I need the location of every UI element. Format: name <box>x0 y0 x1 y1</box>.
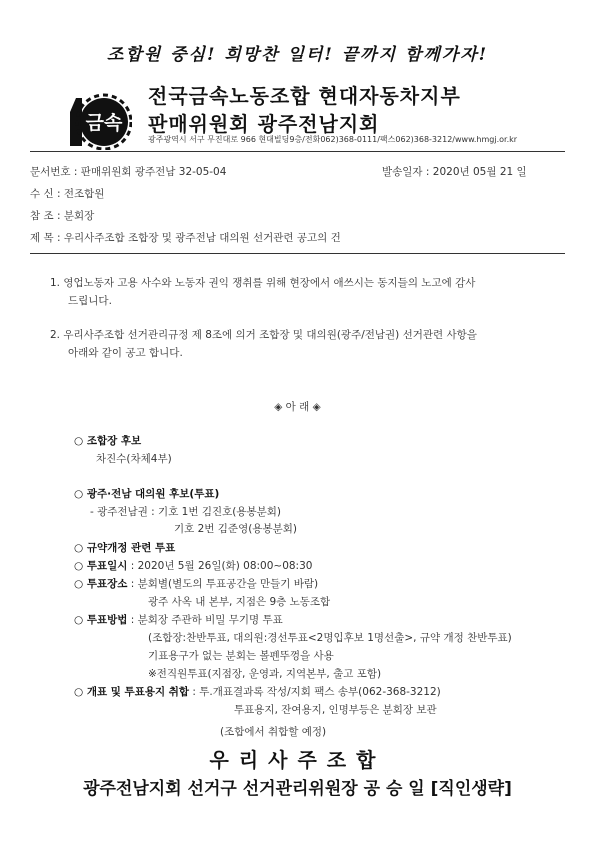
union-head-candidate-name: 차진수(차체4부) <box>96 453 172 465</box>
ballot-count-note: (조합에서 취합할 예정) <box>220 726 327 738</box>
section-union-head-candidate: ○ 조합장 후보 <box>74 435 142 447</box>
ballot-count: ○ 개표 및 투표용지 취합 : 투.개표결과록 작성/지회 팩스 송부(062-368-3212) <box>74 686 441 698</box>
section-bylaw-vote: ○ 규약개정 관련 투표 <box>74 542 176 554</box>
vote-date: ○ 투표일시 : 2020년 5월 26일(화) 08:00~08:30 <box>74 560 313 572</box>
subject: 제 목 : 우리사주조합 조합장 및 광주전남 대의원 선거관련 공고의 건 <box>30 232 341 244</box>
vote-place-detail: 광주 사옥 내 본부, 지점은 9층 노동조합 <box>148 596 331 608</box>
ballot-count-detail: 투표용지, 잔여용지, 인명부등은 분회장 보관 <box>234 704 437 716</box>
meta-divider <box>30 253 565 254</box>
below-heading: ◈ 아 래 ◈ <box>274 401 321 413</box>
delegate-candidate-2: 기호 2번 김준영(용봉분회) <box>174 523 297 535</box>
slogan: 조합원 중심! 희망찬 일터! 끝까지 함께가자! <box>106 45 489 65</box>
footer-signature: 광주전남지회 선거구 선거관리위원장 공 승 일 [직인생략] <box>83 779 512 799</box>
section-delegate-candidates: ○ 광주·전남 대의원 후보(투표) <box>74 488 220 500</box>
org-name-line2: 판매위원회 광주전남지회 <box>148 112 380 136</box>
vote-method-detail-1: (조합장:찬반투표, 대의원:경선투표<2명입후보 1명선출>, 규약 개정 찬반투표) <box>148 632 512 644</box>
paragraph-1-line-1: 1. 영업노동자 고용 사수와 노동자 권익 쟁취를 위해 현장에서 애쓰시는 동지들의 노고에 감사 <box>50 277 476 289</box>
org-address: 광주광역시 서구 무진대로 966 현대빌딩9층/전화062)368-0111/팩스062)368-3212/www.hmgj.or.kr <box>148 135 518 144</box>
delegate-candidate-1: - 광주전남권 : 기호 1번 김진호(용봉분회) <box>90 506 282 518</box>
paragraph-2-line-1: 2. 우리사주조합 선거관리규정 제 8조에 의거 조합장 및 대의원(광주/전남권) 선거관련 사항을 <box>50 329 477 341</box>
vote-method: ○ 투표방법 : 분회장 주관하 비밀 무기명 투표 <box>74 614 283 626</box>
footer-organization: 우리사주조합 <box>209 748 386 772</box>
header-divider <box>30 151 565 152</box>
vote-place: ○ 투표장소 : 분회별(별도의 투표공간을 만들기 바람) <box>74 578 319 590</box>
paragraph-1-line-2: 드립니다. <box>68 295 112 307</box>
vote-method-detail-3: ※전직원투표(지점장, 운영과, 지역본부, 출고 포함) <box>148 668 382 680</box>
vote-method-detail-2: 기표용구가 없는 분회는 볼펜뚜껑을 사용 <box>148 650 334 662</box>
reference: 참 조 : 분회장 <box>30 210 95 222</box>
logo-text: 금속 <box>85 112 123 134</box>
doc-number: 문서번호 : 판매위원회 광주전남 32-05-04 <box>30 166 227 178</box>
org-name-line1: 전국금속노동조합 현대자동차지부 <box>148 84 461 108</box>
send-date: 발송일자 : 2020년 05월 21 일 <box>382 166 527 178</box>
recipient: 수 신 : 전조합원 <box>30 188 105 200</box>
paragraph-2-line-2: 아래와 같이 공고 합니다. <box>68 347 183 359</box>
union-logo <box>62 88 132 150</box>
